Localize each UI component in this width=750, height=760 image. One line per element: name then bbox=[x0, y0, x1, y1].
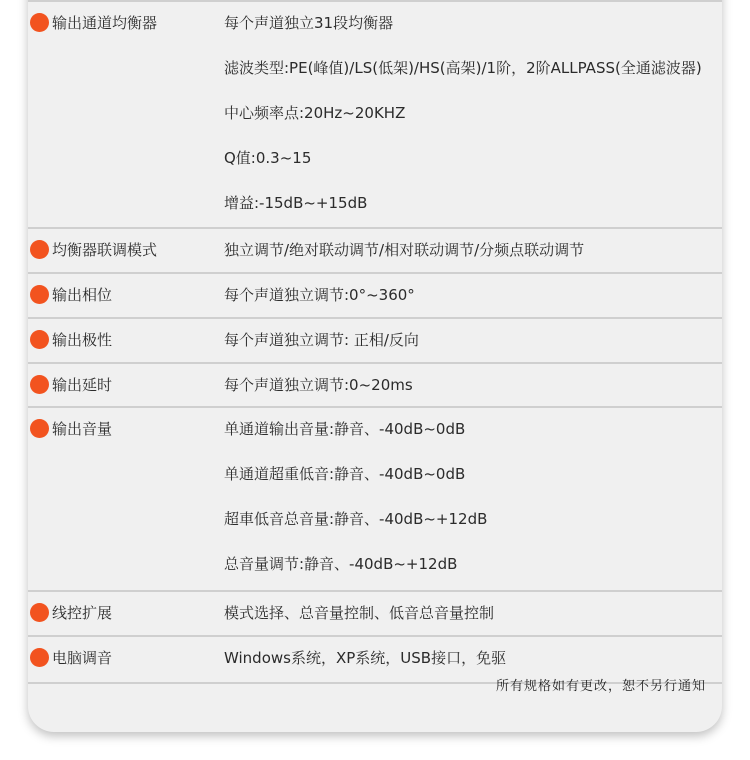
bullet-icon bbox=[30, 285, 49, 304]
spec-value: 滤波类型:PE(峰值)/LS(低架)/HS(高架)/1阶，2阶ALLPASS(全通滤波器) bbox=[224, 59, 702, 77]
spec-value: 增益:-15dB~+15dB bbox=[224, 194, 368, 212]
spec-values bbox=[224, 364, 722, 409]
bullet-icon bbox=[30, 419, 49, 438]
bullet-icon bbox=[30, 603, 49, 622]
spec-value: 每个声道独立调节:0°~360° bbox=[224, 286, 415, 304]
spec-values bbox=[224, 229, 722, 274]
spec-values bbox=[224, 408, 722, 588]
spec-value: Windows系统，XP系统，USB接口，免驱 bbox=[224, 649, 507, 667]
spec-label: 线控扩展 bbox=[52, 604, 113, 622]
spec-value: 模式选择、总音量控制、低音总音量控制 bbox=[224, 604, 495, 622]
spec-value: 中心频率点:20Hz~20KHZ bbox=[224, 104, 406, 122]
spec-values bbox=[224, 592, 722, 637]
spec-label: 电脑调音 bbox=[52, 649, 113, 667]
spec-row-output-delay bbox=[28, 364, 722, 408]
spec-value: 总音量调节:静音、-40dB~+12dB bbox=[224, 555, 458, 573]
bullet-icon bbox=[30, 648, 49, 667]
spec-value: 超車低音总音量:静音、-40dB~+12dB bbox=[224, 510, 488, 528]
disclaimer-note: 所有规格如有更改，恕不另行通知 bbox=[495, 679, 706, 694]
spec-label: 输出极性 bbox=[52, 331, 113, 349]
spec-values bbox=[224, 319, 722, 364]
spec-row-wire-control bbox=[28, 592, 722, 637]
spec-value: Q值:0.3~15 bbox=[224, 149, 312, 167]
spec-card bbox=[28, 0, 722, 732]
spec-row-eq-link-mode bbox=[28, 229, 722, 274]
spec-value: 独立调节/绝对联动调节/相对联动调节/分频点联动调节 bbox=[224, 241, 585, 259]
spec-row-output-polarity bbox=[28, 319, 722, 364]
spec-value: 单通道超重低音:静音、-40dB~0dB bbox=[224, 465, 466, 483]
bullet-icon bbox=[30, 13, 49, 32]
spec-value: 单通道输出音量:静音、-40dB~0dB bbox=[224, 420, 466, 438]
bullet-icon bbox=[30, 330, 49, 349]
spec-value: 每个声道独立31段均衡器 bbox=[224, 14, 394, 32]
spec-values bbox=[224, 274, 722, 319]
spec-value: 每个声道独立调节:0~20ms bbox=[224, 376, 413, 394]
spec-label: 输出相位 bbox=[52, 286, 113, 304]
spec-value: 每个声道独立调节: 正相/反向 bbox=[224, 331, 419, 349]
bullet-icon bbox=[30, 240, 49, 259]
bullet-icon bbox=[30, 375, 49, 394]
spec-row-output-phase bbox=[28, 274, 722, 319]
spec-row-output-volume bbox=[28, 408, 722, 592]
spec-label: 输出通道均衡器 bbox=[52, 14, 158, 32]
spec-label: 输出音量 bbox=[52, 420, 113, 438]
spec-label: 输出延时 bbox=[52, 376, 113, 394]
spec-row-output-eq bbox=[28, 2, 722, 229]
spec-values bbox=[224, 2, 722, 227]
spec-label: 均衡器联调模式 bbox=[52, 241, 158, 259]
